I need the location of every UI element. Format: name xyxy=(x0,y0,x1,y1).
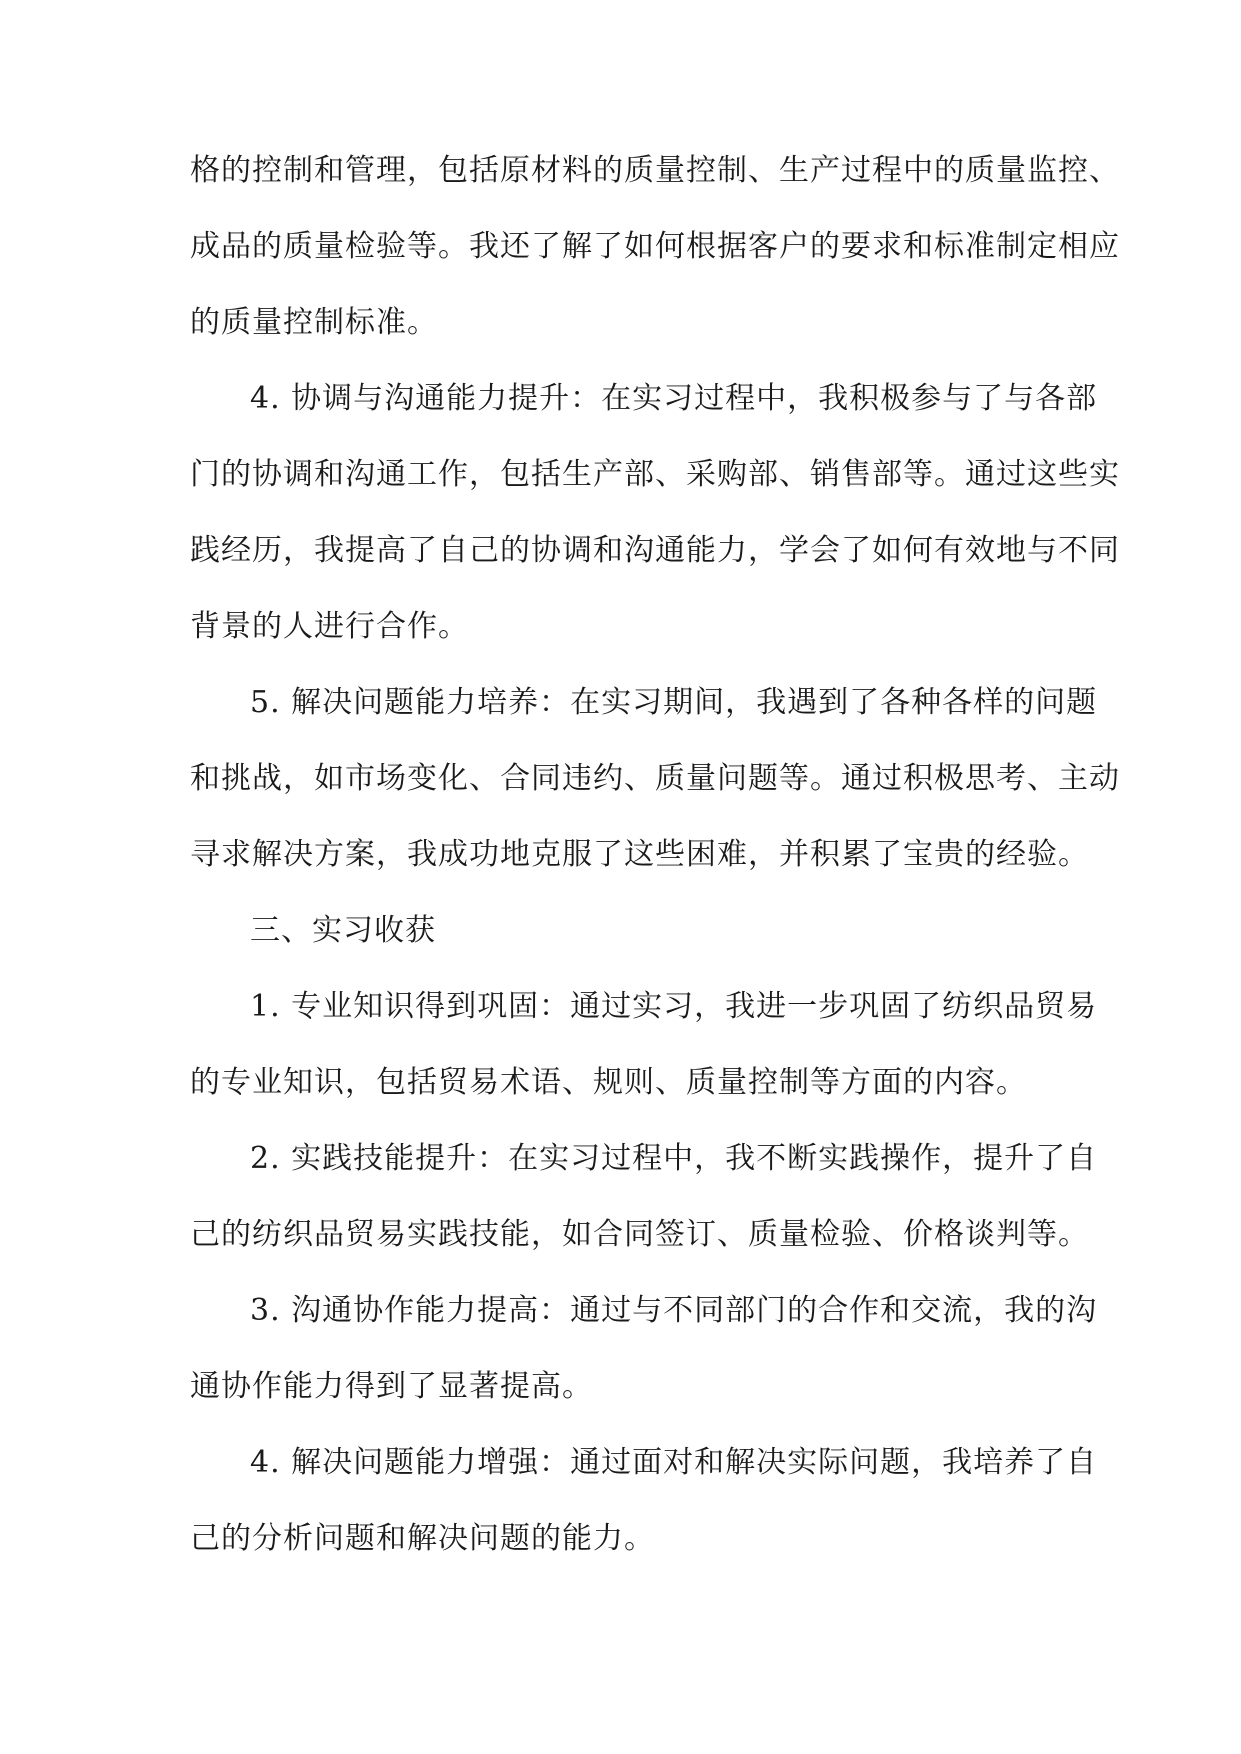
document-body xyxy=(190,133,1120,1577)
text-line: 践经历，我提高了自己的协调和沟通能力，学会了如何有效地与不同 xyxy=(190,533,1120,568)
text-line: 格的控制和管理，包括原材料的质量控制、生产过程中的质量监控、 xyxy=(190,153,1120,188)
section-heading: 三、实习收获 xyxy=(250,913,436,948)
text-line: 4. 解决问题能力增强：通过面对和解决实际问题，我培养了自 xyxy=(250,1445,1098,1480)
text-line: 己的纺织品贸易实践技能，如合同签订、质量检验、价格谈判等。 xyxy=(190,1217,1089,1252)
text-line: 成品的质量检验等。我还了解了如何根据客户的要求和标准制定相应 xyxy=(190,229,1120,264)
text-line: 和挑战，如市场变化、合同违约、质量问题等。通过积极思考、主动 xyxy=(190,761,1120,796)
text-line: 的质量控制标准。 xyxy=(190,305,438,340)
text-line: 通协作能力得到了显著提高。 xyxy=(190,1369,593,1404)
text-line: 3. 沟通协作能力提高：通过与不同部门的合作和交流，我的沟 xyxy=(250,1293,1098,1328)
text-line: 的专业知识，包括贸易术语、规则、质量控制等方面的内容。 xyxy=(190,1065,1027,1100)
text-line: 门的协调和沟通工作，包括生产部、采购部、销售部等。通过这些实 xyxy=(190,457,1120,492)
text-line: 4. 协调与沟通能力提升：在实习过程中，我积极参与了与各部 xyxy=(250,381,1098,416)
text-line: 1. 专业知识得到巩固：通过实习，我进一步巩固了纺织品贸易 xyxy=(250,989,1098,1024)
text-line: 背景的人进行合作。 xyxy=(190,609,469,644)
text-line: 5. 解决问题能力培养：在实习期间，我遇到了各种各样的问题 xyxy=(250,685,1098,720)
text-line: 己的分析问题和解决问题的能力。 xyxy=(190,1521,655,1556)
text-line: 寻求解决方案，我成功地克服了这些困难，并积累了宝贵的经验。 xyxy=(190,837,1089,872)
text-line: 2. 实践技能提升：在实习过程中，我不断实践操作，提升了自 xyxy=(250,1141,1098,1176)
